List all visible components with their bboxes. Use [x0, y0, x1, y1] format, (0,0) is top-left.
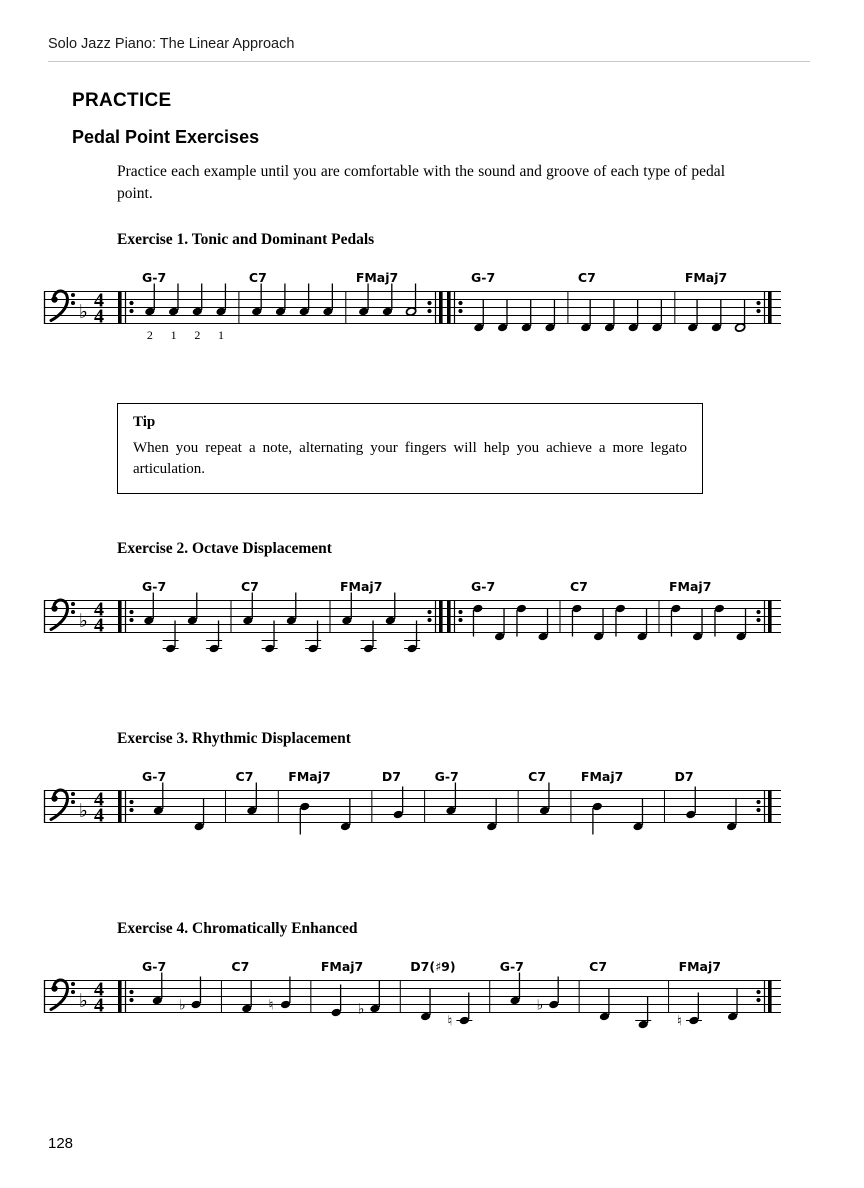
exercise-4 [0, 920, 864, 1054]
music-staff-exercise-1 [38, 253, 788, 365]
svg-text:C7: C7 [235, 768, 254, 784]
practice-heading: PRACTICE [72, 90, 172, 111]
svg-text:4: 4 [94, 305, 104, 328]
svg-text:C7: C7 [570, 578, 588, 594]
exercise-3-title: Exercise 3. Rhythmic Displacement [117, 729, 351, 747]
svg-text:G-7: G-7 [434, 768, 459, 784]
svg-text:G-7: G-7 [499, 958, 524, 974]
svg-text:4: 4 [94, 598, 104, 621]
svg-text:D7: D7 [381, 768, 401, 784]
svg-text:2: 2 [194, 328, 201, 342]
exercise-1-title: Exercise 1. Tonic and Dominant Pedals [117, 231, 375, 248]
running-header [48, 36, 810, 62]
section-heading: Pedal Point Exercises [72, 127, 260, 147]
svg-text:G-7: G-7 [142, 270, 167, 285]
svg-text:G-7: G-7 [142, 578, 167, 594]
svg-text:FMaj7: FMaj7 [684, 270, 728, 285]
tip-box [117, 403, 703, 494]
music-staff-exercise-4 [38, 942, 788, 1054]
svg-text:♭: ♭ [179, 997, 186, 1014]
svg-text:FMaj7: FMaj7 [669, 578, 712, 594]
svg-text:C7: C7 [241, 578, 259, 594]
svg-text:4: 4 [94, 289, 104, 312]
svg-text:C7: C7 [248, 270, 267, 285]
svg-text:FMaj7: FMaj7 [678, 958, 721, 974]
svg-text:♭: ♭ [79, 799, 88, 822]
tip-body: When you repeat a note, alternating your fingers will help you achieve a more legato articulation. [133, 440, 687, 478]
exercise-2 [0, 540, 864, 674]
svg-text:♮: ♮ [447, 1013, 453, 1030]
svg-text:♮: ♮ [268, 997, 274, 1014]
svg-text:1: 1 [170, 328, 177, 342]
svg-text:C7: C7 [577, 270, 596, 285]
svg-text:♮: ♮ [676, 1013, 682, 1030]
svg-text:♭: ♭ [79, 301, 88, 323]
svg-text:4: 4 [94, 978, 104, 1001]
staff-svg [38, 752, 784, 864]
svg-text:FMaj7: FMaj7 [340, 578, 383, 594]
svg-text:4: 4 [94, 788, 104, 811]
svg-text:FMaj7: FMaj7 [580, 768, 624, 784]
svg-text:C7: C7 [528, 768, 547, 784]
exercise-4-title: Exercise 4. Chromatically Enhanced [117, 919, 358, 937]
exercise-3 [0, 730, 864, 864]
staff-svg [38, 562, 784, 674]
svg-text:4: 4 [94, 804, 104, 827]
music-staff-exercise-3 [38, 752, 788, 864]
tip-title: Tip [133, 414, 156, 430]
book-title: Solo Jazz Piano: The Linear Approach [48, 36, 295, 52]
staff-svg [38, 253, 784, 365]
svg-text:G-7: G-7 [471, 578, 496, 594]
svg-text:G-7: G-7 [142, 768, 167, 784]
svg-text:4: 4 [94, 614, 104, 637]
intro-paragraph: Practice each example until you are comfortable with the sound and groove of each type of pedal point. [117, 163, 725, 202]
staff-svg [38, 942, 784, 1054]
svg-text:C7: C7 [231, 958, 250, 974]
page-number: 128 [48, 1135, 74, 1152]
svg-text:D7: D7 [674, 768, 694, 784]
svg-text:C7: C7 [589, 958, 608, 974]
svg-text:♭: ♭ [357, 1001, 365, 1018]
music-staff-exercise-2 [38, 562, 788, 674]
svg-text:FMaj7: FMaj7 [288, 768, 331, 784]
svg-text:FMaj7: FMaj7 [355, 270, 399, 285]
svg-text:G-7: G-7 [471, 270, 496, 285]
svg-text:♭: ♭ [536, 997, 544, 1014]
exercise-2-title: Exercise 2. Octave Displacement [117, 539, 332, 557]
svg-text:♭: ♭ [79, 609, 88, 632]
svg-text:4: 4 [94, 994, 104, 1017]
svg-text:2: 2 [146, 328, 153, 342]
svg-text:D7(♯9): D7(♯9) [410, 958, 456, 974]
svg-text:♭: ♭ [79, 989, 88, 1012]
exercise-1 [0, 231, 864, 365]
svg-text:G-7: G-7 [142, 958, 167, 974]
svg-text:FMaj7: FMaj7 [320, 958, 364, 974]
svg-text:1: 1 [218, 328, 225, 342]
